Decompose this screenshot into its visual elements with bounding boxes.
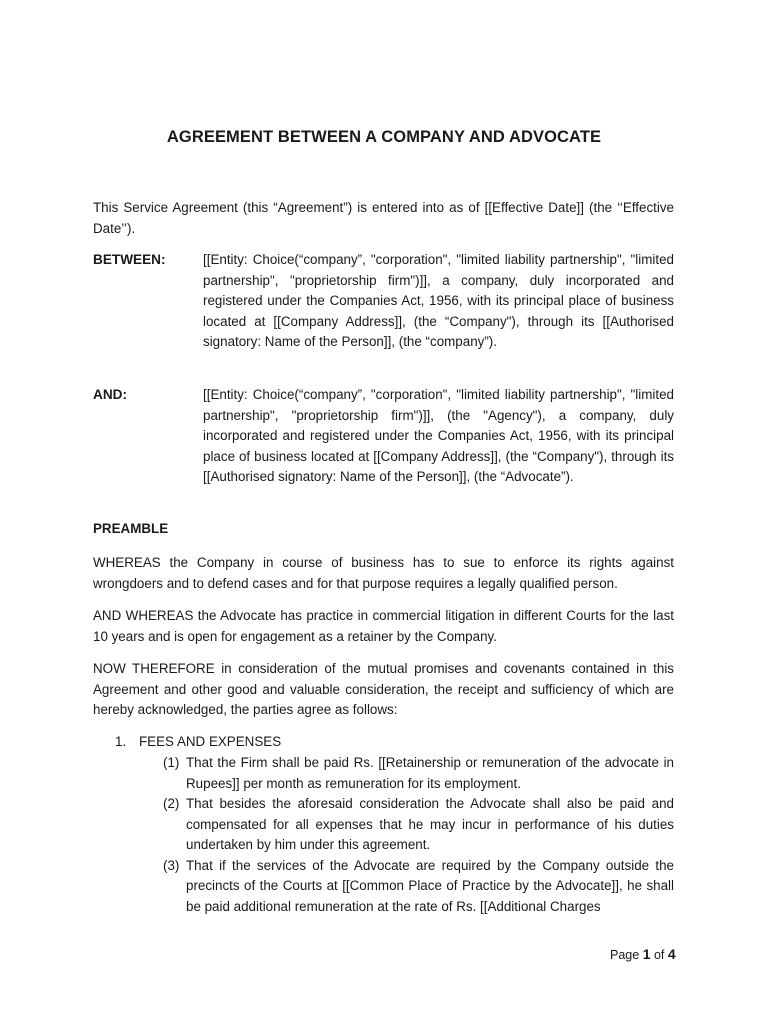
between-label: BETWEEN: [93,252,166,267]
current-page: 1 [642,946,651,962]
between-text: [[Entity: Choice(“company”, "corporation", "limited liability partnership", "limited partnership", "proprietorship firm")]], a company, duly incorporated and registered under the Companies Act, 1956, with its principal place of business located at [[Company Address]], (the “Company"), through its [[Authorised signatory: Name of the Person]], (the “company”). [203,252,674,349]
page-number [610,946,676,962]
item-marker: (3) [163,857,180,873]
and-label: AND: [93,387,127,402]
section-heading [115,732,281,753]
total-pages: 4 [667,946,676,962]
preamble-paragraph: AND WHEREAS the Advocate has practice in commercial litigation in different Courts for the last 10 years and is open for engagement as a retainer by the Company. [93,608,674,644]
list-item [163,753,674,794]
preamble-heading: PREAMBLE [93,521,169,536]
item-text: That if the services of the Advocate are required by the Company outside the precincts of the Courts at [[Common Place of Practice by the Advocate]], he shall be paid additional remuneration at the rate of Rs. [[Additional Charges [186,857,674,914]
item-marker: (2) [163,796,180,811]
and-text: [[Entity: Choice(“company”, "corporation", "limited liability partnership", "limited partnership", "proprietorship firm")]], (the "Agency"), a company, duly incorporated and registered under the Companies Act, 1956, with its principal place of business located at [[Company Address]], (the “Company"), through its [[Authorised signatory: Name of the Person]], (the “Advocate”). [203,387,674,484]
list-item [163,856,674,918]
list-item [163,794,674,856]
preamble-paragraph: NOW THEREFORE in consideration of the mutual promises and covenants contained in this Agreement and other good and valuable consideration, the receipt and sufficiency of which are hereby acknowledged, the parties agree as follows: [93,661,674,717]
section-items [163,753,674,917]
intro-paragraph: This Service Agreement (this “Agreement”) is entered into as of [[Effective Date]] (the ‘‘Effective Date’’). [93,200,674,236]
section-number: 1. [115,734,127,749]
item-marker: (1) [163,755,180,770]
page-word: Page [610,948,640,962]
document-title: AGREEMENT BETWEEN A COMPANY AND ADVOCATE [166,128,602,146]
item-text: That besides the aforesaid consideration the Advocate shall also be paid and compensated for all expenses that he may incur in performance of his duties undertaken by him under this agreement. [186,796,674,852]
section-title: FEES AND EXPENSES [139,734,282,749]
of-word: of [653,948,665,962]
item-text: That the Firm shall be paid Rs. [[Retainership or remuneration of the advocate in Rupees]] per month as remuneration for its employment. [186,755,674,791]
preamble-paragraph: WHEREAS the Company in course of business has to sue to enforce its rights against wrongdoers and to defend cases and for that purpose requires a legally qualified person. [93,555,674,591]
